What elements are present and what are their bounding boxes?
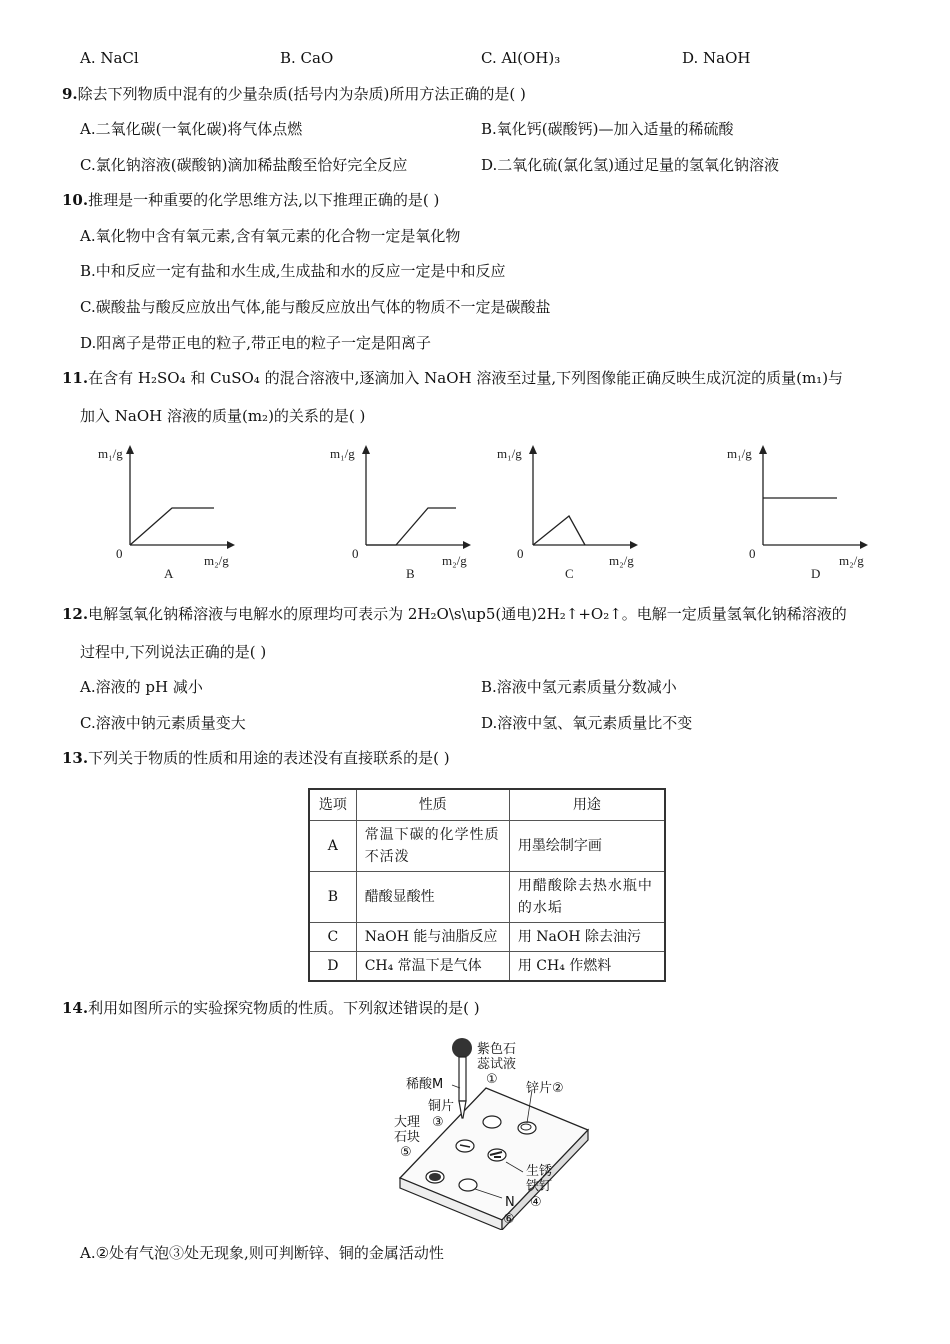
cell-usage: 用墨绘制字画 [509, 821, 665, 872]
y-label: m₁/g [727, 446, 752, 461]
x-axis-arrow [630, 541, 638, 549]
label-litmus-2: 蕊试液 [477, 1057, 517, 1072]
table-row [309, 872, 665, 923]
y-axis-arrow [759, 445, 767, 454]
label-nail-num: ④ [530, 1195, 542, 1210]
q12-number: 12. [62, 605, 89, 623]
graph-label-b: B [406, 566, 415, 581]
label-copper: 铜片 [428, 1099, 455, 1114]
cell-option: B [309, 872, 356, 923]
graph-label-a: A [164, 566, 174, 581]
y-label: m₁/g [497, 446, 522, 461]
cell-option: A [309, 821, 356, 872]
origin-label: 0 [517, 546, 524, 561]
q9-text: 除去下列物质中混有的少量杂质(括号内为杂质)所用方法正确的是( ) [77, 85, 526, 103]
cell-property: CH₄ 常温下是气体 [356, 952, 509, 982]
q8-option-a: A. NaCl [80, 49, 139, 67]
label-marble-2: 石块 [394, 1130, 421, 1145]
q13-stem [62, 748, 450, 768]
label-litmus-1: 紫色石 [477, 1042, 517, 1057]
y-label: m₁/g [98, 446, 123, 461]
q12-option-c: C.溶液中钠元素质量变大 [80, 714, 246, 732]
q11-graph-a [92, 440, 252, 585]
graph-c-curve [533, 516, 585, 545]
y-axis-arrow [529, 445, 537, 454]
q10-option-b: B.中和反应一定有盐和水生成,生成盐和水的反应一定是中和反应 [80, 262, 506, 280]
q9-option-d: D.二氧化硫(氯化氢)通过足量的氢氧化钠溶液 [481, 156, 779, 174]
q11-text-1: 在含有 H₂SO₄ 和 CuSO₄ 的混合溶液中,逐滴加入 NaOH 溶液至过量,下列图像能正确反映生成沉淀的质量(m₁)与 [88, 369, 844, 387]
cell-usage: 用醋酸除去热水瓶中的水垢 [509, 872, 665, 923]
label-marble-1: 大理 [394, 1115, 421, 1130]
cell-property: NaOH 能与油脂反应 [356, 923, 509, 952]
q9-option-a: A.二氧化碳(一氧化碳)将气体点燃 [80, 120, 303, 138]
label-nail-2: 铁钉 [526, 1179, 553, 1194]
q9-stem [62, 84, 526, 104]
q12-text-1: 电解氢氧化钠稀溶液与电解水的原理均可表示为 2H₂O\s\up5(通电)2H₂↑+O₂↑。电解一定质量氢氧化钠稀溶液的 [88, 605, 847, 623]
q14-option-a: A.②处有气泡③处无现象,则可判断锌、铜的金属活动性 [80, 1244, 444, 1262]
label-copper-num: ③ [432, 1115, 444, 1130]
cell-usage: 用 NaOH 除去油污 [509, 923, 665, 952]
well-1 [483, 1116, 501, 1128]
label-litmus-num: ① [486, 1072, 498, 1087]
cell-property: 常温下碳的化学性质不活泼 [356, 821, 509, 872]
x-axis-arrow [227, 541, 235, 549]
x-axis-arrow [463, 541, 471, 549]
graph-label-d: D [811, 566, 821, 581]
q11-graph-c [495, 440, 655, 585]
q11-stem-line2: 加入 NaOH 溶液的质量(m₂)的关系的是( ) [80, 407, 366, 425]
q10-option-a: A.氧化物中含有氧元素,含有氧元素的化合物一定是氧化物 [80, 227, 461, 245]
q10-option-d: D.阳离子是带正电的粒子,带正电的粒子一定是阳离子 [80, 334, 432, 352]
header-usage: 用途 [509, 789, 665, 821]
q9-option-b: B.氧化钙(碳酸钙)—加入适量的稀硫酸 [481, 120, 734, 138]
cell-option: C [309, 923, 356, 952]
q12-option-d: D.溶液中氢、氧元素质量比不变 [481, 714, 693, 732]
label-marble-num: ⑤ [400, 1145, 412, 1160]
x-axis-arrow [860, 541, 868, 549]
q11-graph-d [725, 440, 885, 585]
q14-stem [62, 998, 480, 1018]
cell-property: 醋酸显酸性 [356, 872, 509, 923]
header-option: 选项 [309, 789, 356, 821]
property-usage-table [308, 788, 666, 982]
marble-chunk-icon [429, 1173, 441, 1181]
graph-a-curve [130, 508, 214, 545]
dropper-tube-icon [459, 1057, 466, 1101]
origin-label: 0 [116, 546, 123, 561]
q8-option-d: D. NaOH [682, 49, 751, 67]
x-label: m₂/g [442, 553, 467, 568]
label-zinc: 锌片② [526, 1081, 564, 1096]
x-label: m₂/g [204, 553, 229, 568]
q10-text: 推理是一种重要的化学思维方法,以下推理正确的是( ) [88, 191, 440, 209]
table-row [309, 821, 665, 872]
header-property: 性质 [356, 789, 509, 821]
x-label: m₂/g [609, 553, 634, 568]
origin-label: 0 [352, 546, 359, 561]
q10-option-c: C.碳酸盐与酸反应放出气体,能与酸反应放出气体的物质不一定是碳酸盐 [80, 298, 551, 316]
table-row [309, 952, 665, 982]
table-row [309, 923, 665, 952]
graph-b-curve [366, 508, 456, 545]
well-6 [459, 1179, 477, 1191]
cell-option: D [309, 952, 356, 982]
y-axis-arrow [126, 445, 134, 454]
graph-label-c: C [565, 566, 574, 581]
q12-stem-line1 [62, 604, 847, 624]
table-header-row [309, 789, 665, 821]
q8-option-b: B. CaO [280, 49, 334, 67]
q12-stem-line2: 过程中,下列说法正确的是( ) [80, 643, 267, 661]
label-n-num: ⑥ [503, 1212, 515, 1227]
q10-number: 10. [62, 191, 89, 209]
cell-usage: 用 CH₄ 作燃料 [509, 952, 665, 982]
q14-text: 利用如图所示的实验探究物质的性质。下列叙述错误的是( ) [88, 999, 480, 1017]
label-acid: 稀酸M [406, 1077, 444, 1092]
q8-option-c: C. Al(OH)₃ [481, 49, 561, 67]
label-n: N [505, 1195, 515, 1210]
q13-text: 下列关于物质的性质和用途的表述没有直接联系的是( ) [88, 749, 450, 767]
q10-stem [62, 190, 439, 210]
q11-graph-b [328, 440, 488, 585]
q12-option-b: B.溶液中氢元素质量分数减小 [481, 678, 677, 696]
x-label: m₂/g [839, 553, 864, 568]
q14-number: 14. [62, 999, 89, 1017]
spot-plate-figure [390, 1030, 600, 1230]
q12-option-a: A.溶液的 pH 减小 [80, 678, 203, 696]
y-axis-arrow [362, 445, 370, 454]
q11-stem-line1 [62, 368, 843, 388]
y-label: m₁/g [330, 446, 355, 461]
dropper-bulb-icon [452, 1038, 472, 1058]
label-nail-1: 生锈 [526, 1164, 553, 1179]
q9-number: 9. [62, 85, 78, 103]
q9-option-c: C.氯化钠溶液(碳酸钠)滴加稀盐酸至恰好完全反应 [80, 156, 408, 174]
q13-number: 13. [62, 749, 89, 767]
q11-number: 11. [62, 369, 89, 387]
origin-label: 0 [749, 546, 756, 561]
